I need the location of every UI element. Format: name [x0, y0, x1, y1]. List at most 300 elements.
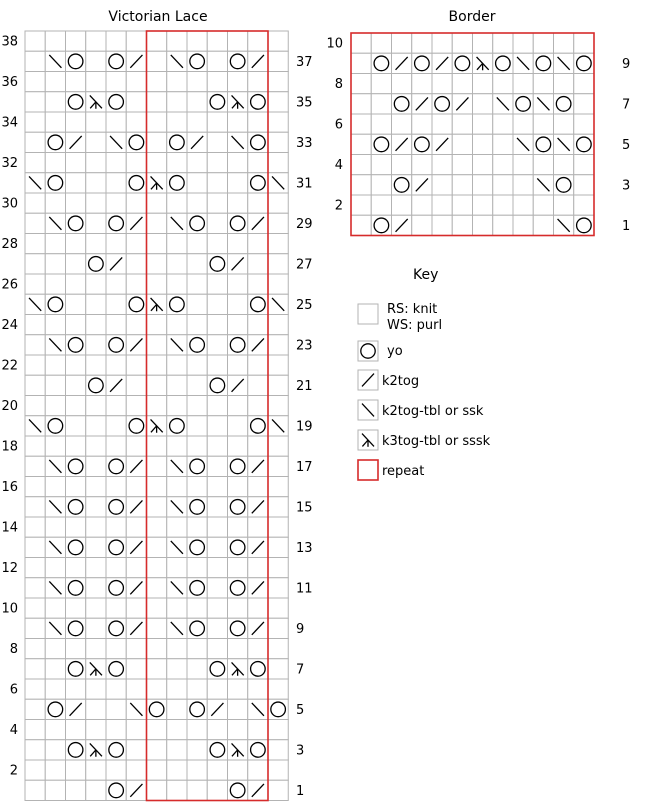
grid-cell — [167, 477, 187, 497]
grid-cell — [187, 740, 207, 760]
row-number-ws: 28 — [1, 237, 18, 253]
grid-cell — [147, 598, 167, 618]
grid-cell — [126, 598, 146, 618]
grid-cell — [86, 720, 106, 740]
row-number-ws: 8 — [9, 642, 18, 658]
grid-cell — [187, 720, 207, 740]
grid-cell — [66, 477, 86, 497]
row-number-ws: 8 — [334, 77, 343, 93]
grid-cell — [45, 234, 65, 254]
grid-cell — [25, 72, 45, 92]
grid-cell — [45, 659, 65, 679]
grid-cell — [187, 315, 207, 335]
grid-cell — [86, 173, 106, 193]
grid-cell — [45, 396, 65, 416]
grid-cell — [574, 74, 594, 94]
grid-cell — [45, 517, 65, 537]
grid-cell — [473, 114, 493, 134]
grid-cell — [371, 33, 391, 53]
grid-cell — [513, 114, 533, 134]
grid-cell — [25, 456, 45, 476]
grid-cell — [493, 33, 513, 53]
grid-cell — [452, 155, 472, 175]
row-number-ws: 20 — [1, 399, 18, 415]
grid-cell — [187, 92, 207, 112]
grid-cell — [187, 659, 207, 679]
grid-cell — [66, 254, 86, 274]
grid-cell — [25, 720, 45, 740]
grid-cell — [432, 114, 452, 134]
grid-cell — [167, 699, 187, 719]
grid-cell — [25, 618, 45, 638]
row-number-rs: 29 — [296, 216, 313, 232]
grid-cell — [268, 72, 288, 92]
grid-cell — [167, 436, 187, 456]
grid-cell — [392, 33, 412, 53]
grid-cell — [452, 175, 472, 195]
grid-cell — [86, 335, 106, 355]
grid-cell — [66, 375, 86, 395]
grid-cell — [268, 679, 288, 699]
grid-cell — [106, 294, 126, 314]
grid-cell — [126, 396, 146, 416]
grid-cell — [371, 94, 391, 114]
grid-cell — [268, 375, 288, 395]
grid-cell — [268, 760, 288, 780]
row-number-ws: 38 — [1, 34, 18, 50]
grid-cell — [207, 132, 227, 152]
row-number-rs: 3 — [622, 178, 631, 194]
grid-cell — [106, 112, 126, 132]
grid-cell — [106, 193, 126, 213]
grid-cell — [452, 195, 472, 215]
grid-cell — [167, 234, 187, 254]
grid-cell — [45, 355, 65, 375]
grid-cell — [167, 315, 187, 335]
grid-cell — [45, 639, 65, 659]
grid-cell — [25, 639, 45, 659]
key-symbol-repeat — [358, 460, 378, 480]
row-number-rs: 1 — [622, 218, 631, 234]
grid-cell — [473, 175, 493, 195]
grid-cell — [66, 780, 86, 800]
grid-cell — [25, 679, 45, 699]
grid-cell — [248, 315, 268, 335]
grid-cell — [187, 234, 207, 254]
grid-cell — [268, 112, 288, 132]
grid-cell — [147, 234, 167, 254]
grid-cell — [106, 558, 126, 578]
grid-cell — [187, 436, 207, 456]
grid-cell — [147, 112, 167, 132]
grid-cell — [554, 33, 574, 53]
grid-cell — [187, 780, 207, 800]
grid-cell — [45, 31, 65, 51]
grid-cell — [167, 598, 187, 618]
grid-cell — [45, 112, 65, 132]
grid-cell — [452, 114, 472, 134]
key-label-k3tog: k3tog-tbl or sssk — [382, 434, 491, 449]
row-number-ws: 10 — [326, 36, 343, 52]
grid-cell — [147, 436, 167, 456]
grid-cell — [207, 355, 227, 375]
grid-cell — [207, 679, 227, 699]
grid-cell — [228, 639, 248, 659]
grid-cell — [187, 274, 207, 294]
grid-cell — [25, 234, 45, 254]
grid-cell — [268, 598, 288, 618]
grid-cell — [493, 175, 513, 195]
row-number-ws: 2 — [9, 763, 18, 779]
grid-cell — [207, 639, 227, 659]
grid-cell — [268, 193, 288, 213]
grid-cell — [147, 558, 167, 578]
key-label-rs-knit: RS: knit — [387, 302, 438, 317]
grid-cell — [126, 740, 146, 760]
grid-cell — [207, 234, 227, 254]
grid-cell — [533, 74, 553, 94]
grid-cell — [106, 598, 126, 618]
grid-cell — [207, 578, 227, 598]
grid-cell — [126, 92, 146, 112]
grid-cell — [493, 195, 513, 215]
grid-cell — [187, 375, 207, 395]
grid-cell — [66, 720, 86, 740]
grid-cell — [25, 355, 45, 375]
grid-cell — [228, 720, 248, 740]
grid-cell — [106, 720, 126, 740]
grid-cell — [268, 780, 288, 800]
grid-cell — [147, 780, 167, 800]
grid-cell — [207, 477, 227, 497]
grid-cell — [45, 760, 65, 780]
grid-cell — [147, 578, 167, 598]
grid-cell — [248, 396, 268, 416]
grid-cell — [86, 315, 106, 335]
grid-cell — [86, 679, 106, 699]
row-number-rs: 9 — [296, 621, 305, 637]
grid-cell — [66, 31, 86, 51]
grid-cell — [268, 618, 288, 638]
grid-cell — [228, 112, 248, 132]
grid-cell — [493, 134, 513, 154]
grid-cell — [351, 33, 371, 53]
row-number-ws: 30 — [1, 196, 18, 212]
grid-cell — [248, 72, 268, 92]
grid-cell — [106, 639, 126, 659]
grid-cell — [66, 173, 86, 193]
grid-cell — [86, 537, 106, 557]
grid-cell — [126, 112, 146, 132]
grid-cell — [207, 31, 227, 51]
grid-cell — [126, 659, 146, 679]
grid-cell — [86, 780, 106, 800]
grid-cell — [351, 94, 371, 114]
grid-cell — [432, 175, 452, 195]
grid-cell — [392, 74, 412, 94]
grid-cell — [533, 155, 553, 175]
grid-cell — [473, 215, 493, 235]
grid-cell — [66, 517, 86, 537]
grid-cell — [45, 780, 65, 800]
grid-cell — [147, 456, 167, 476]
grid-cell — [25, 213, 45, 233]
grid-cell — [268, 517, 288, 537]
grid-cell — [147, 720, 167, 740]
grid-cell — [106, 315, 126, 335]
grid-cell — [207, 598, 227, 618]
grid-cell — [268, 31, 288, 51]
grid-cell — [45, 436, 65, 456]
grid-cell — [493, 74, 513, 94]
grid-cell — [147, 760, 167, 780]
grid-cell — [248, 558, 268, 578]
grid-cell — [187, 639, 207, 659]
row-number-ws: 32 — [1, 156, 18, 172]
grid-cell — [126, 375, 146, 395]
grid-cell — [493, 114, 513, 134]
grid-cell — [248, 598, 268, 618]
grid-cell — [167, 517, 187, 537]
grid-cell — [207, 153, 227, 173]
grid-cell — [147, 213, 167, 233]
grid-cell — [574, 175, 594, 195]
grid-cell — [513, 215, 533, 235]
grid-cell — [86, 294, 106, 314]
grid-cell — [248, 355, 268, 375]
grid-cell — [66, 112, 86, 132]
row-number-ws: 18 — [1, 439, 18, 455]
grid-cell — [207, 274, 227, 294]
grid-cell — [268, 92, 288, 112]
key-label-repeat: repeat — [382, 464, 425, 479]
grid-cell — [228, 598, 248, 618]
grid-cell — [554, 155, 574, 175]
grid-cell — [126, 760, 146, 780]
row-number-rs: 3 — [296, 743, 305, 759]
grid-cell — [66, 679, 86, 699]
grid-cell — [228, 396, 248, 416]
grid-cell — [126, 639, 146, 659]
grid-cell — [167, 679, 187, 699]
grid-cell — [126, 720, 146, 740]
grid-cell — [228, 72, 248, 92]
grid-cell — [533, 33, 553, 53]
grid-cell — [187, 173, 207, 193]
grid-cell — [207, 396, 227, 416]
grid-cell — [207, 720, 227, 740]
row-number-rs: 7 — [622, 97, 631, 113]
grid-cell — [187, 416, 207, 436]
grid-cell — [25, 335, 45, 355]
grid-cell — [248, 234, 268, 254]
grid-cell — [268, 51, 288, 71]
grid-cell — [25, 659, 45, 679]
grid-cell — [126, 436, 146, 456]
grid-cell — [126, 72, 146, 92]
row-number-ws: 36 — [1, 75, 18, 91]
row-number-rs: 9 — [622, 56, 631, 72]
grid-cell — [392, 155, 412, 175]
grid-cell — [513, 33, 533, 53]
grid-cell — [207, 537, 227, 557]
grid-cell — [533, 114, 553, 134]
row-number-rs: 27 — [296, 257, 313, 273]
grid-cell — [126, 254, 146, 274]
grid-cell — [66, 72, 86, 92]
grid-cell — [86, 639, 106, 659]
grid-cell — [45, 720, 65, 740]
grid-cell — [147, 517, 167, 537]
grid-cell — [207, 558, 227, 578]
row-number-ws: 10 — [1, 601, 18, 617]
grid-cell — [106, 699, 126, 719]
grid-cell — [248, 639, 268, 659]
grid-cell — [412, 195, 432, 215]
grid-cell — [207, 315, 227, 335]
grid-cell — [106, 416, 126, 436]
border-chart-title: Border — [448, 9, 496, 25]
grid-cell — [106, 355, 126, 375]
grid-cell — [45, 254, 65, 274]
grid-cell — [268, 456, 288, 476]
grid-cell — [473, 33, 493, 53]
grid-cell — [248, 193, 268, 213]
grid-cell — [25, 375, 45, 395]
grid-cell — [207, 72, 227, 92]
grid-cell — [167, 31, 187, 51]
grid-cell — [187, 294, 207, 314]
grid-cell — [351, 175, 371, 195]
grid-cell — [248, 477, 268, 497]
grid-cell — [268, 578, 288, 598]
grid-cell — [25, 537, 45, 557]
grid-cell — [187, 517, 207, 537]
row-number-rs: 23 — [296, 338, 313, 354]
grid-cell — [268, 436, 288, 456]
key-label-ws-purl: WS: purl — [387, 318, 443, 333]
grid-cell — [167, 558, 187, 578]
grid-cell — [351, 195, 371, 215]
grid-cell — [147, 335, 167, 355]
grid-cell — [228, 294, 248, 314]
grid-cell — [66, 396, 86, 416]
grid-cell — [268, 335, 288, 355]
grid-cell — [86, 598, 106, 618]
grid-cell — [167, 274, 187, 294]
grid-cell — [147, 639, 167, 659]
grid-cell — [228, 699, 248, 719]
grid-cell — [452, 33, 472, 53]
grid-cell — [66, 193, 86, 213]
grid-cell — [147, 618, 167, 638]
grid-cell — [25, 153, 45, 173]
main-chart-title: Victorian Lace — [108, 9, 208, 25]
grid-cell — [25, 477, 45, 497]
grid-cell — [147, 274, 167, 294]
key-label-k2tog: k2tog — [382, 374, 420, 389]
grid-cell — [25, 780, 45, 800]
row-number-rs: 25 — [296, 297, 313, 313]
grid-cell — [45, 193, 65, 213]
grid-cell — [126, 477, 146, 497]
grid-cell — [86, 132, 106, 152]
grid-cell — [45, 598, 65, 618]
grid-cell — [554, 74, 574, 94]
grid-cell — [473, 195, 493, 215]
grid-cell — [473, 94, 493, 114]
grid-cell — [207, 517, 227, 537]
grid-cell — [207, 112, 227, 132]
key-legend — [358, 304, 378, 480]
grid-cell — [187, 355, 207, 375]
grid-cell — [452, 215, 472, 235]
row-number-ws: 6 — [334, 117, 343, 133]
grid-cell — [66, 274, 86, 294]
grid-cell — [147, 153, 167, 173]
grid-cell — [86, 72, 106, 92]
grid-cell — [452, 134, 472, 154]
grid-cell — [106, 679, 126, 699]
grid-cell — [147, 497, 167, 517]
grid-cell — [66, 153, 86, 173]
grid-cell — [513, 195, 533, 215]
grid-cell — [207, 497, 227, 517]
grid-cell — [351, 114, 371, 134]
grid-cell — [167, 92, 187, 112]
grid-cell — [432, 74, 452, 94]
grid-cell — [66, 598, 86, 618]
grid-cell — [207, 193, 227, 213]
grid-cell — [207, 760, 227, 780]
row-number-rs: 15 — [296, 500, 313, 516]
grid-cell — [207, 416, 227, 436]
grid-cell — [86, 213, 106, 233]
grid-cell — [106, 517, 126, 537]
grid-cell — [473, 155, 493, 175]
grid-cell — [268, 213, 288, 233]
grid-cell — [268, 153, 288, 173]
grid-cell — [228, 173, 248, 193]
grid-cell — [45, 274, 65, 294]
key-label-ssk: k2tog-tbl or ssk — [382, 404, 484, 419]
grid-cell — [86, 31, 106, 51]
grid-cell — [268, 639, 288, 659]
grid-cell — [25, 31, 45, 51]
grid-cell — [147, 51, 167, 71]
row-number-rs: 13 — [296, 540, 313, 556]
grid-cell — [147, 537, 167, 557]
grid-cell — [574, 94, 594, 114]
grid-cell — [268, 497, 288, 517]
grid-cell — [167, 720, 187, 740]
grid-cell — [187, 72, 207, 92]
grid-cell — [228, 274, 248, 294]
grid-cell — [147, 355, 167, 375]
key-title: Key — [413, 267, 439, 283]
grid-cell — [432, 155, 452, 175]
grid-cell — [207, 436, 227, 456]
row-number-ws: 4 — [9, 723, 18, 739]
grid-cell — [86, 760, 106, 780]
grid-cell — [126, 517, 146, 537]
row-number-ws: 6 — [9, 682, 18, 698]
grid-cell — [25, 760, 45, 780]
grid-cell — [25, 254, 45, 274]
grid-cell — [167, 72, 187, 92]
grid-cell — [268, 537, 288, 557]
grid-cell — [248, 517, 268, 537]
